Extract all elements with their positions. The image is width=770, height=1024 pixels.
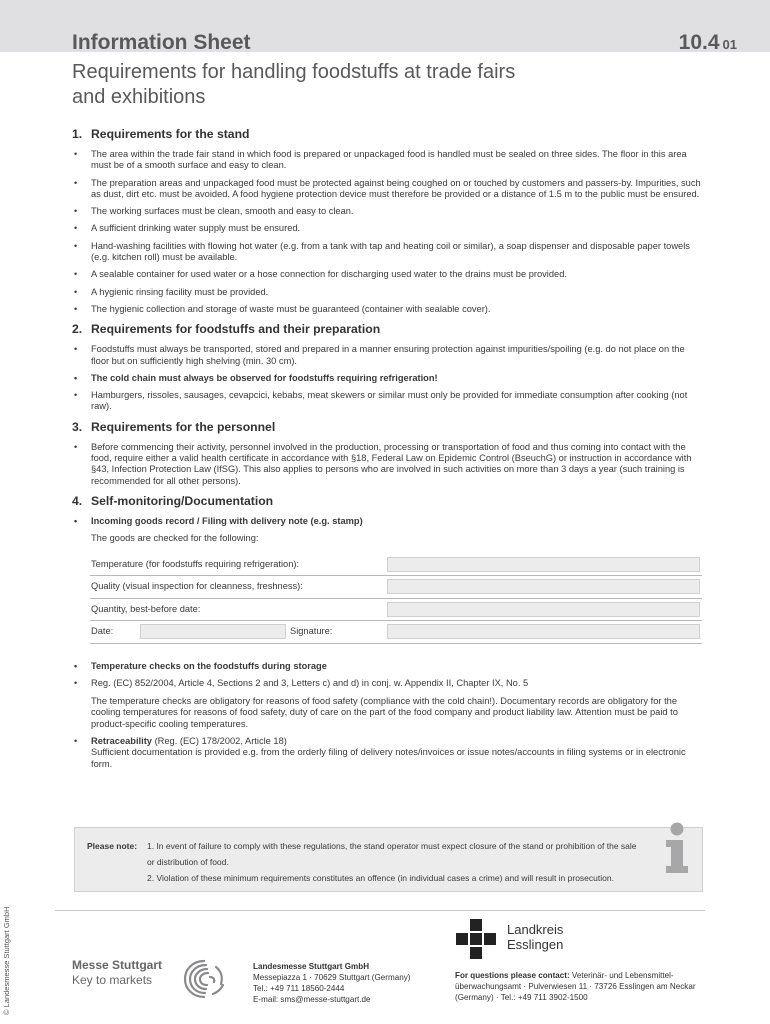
foodstuff-requirements-list: [72, 344, 702, 412]
regulation-text: The temperature checks are obligatory for reasons of food safety (compliance with the cold chain!). Documentary records are obligatory for the cooling temperatures for reasons of food safety, duty of care on the part of the food company and product liability law. Attention must be paid to product-specific cooling temperatures.: [91, 696, 678, 729]
landkreis-line1: Landkreis: [507, 922, 564, 937]
section-heading: [72, 494, 702, 509]
copyright-side-text: © Landesmesse Stuttgart GmbH: [2, 906, 11, 1015]
list-item: • The working surfaces must be clean, smooth and easy to clean.: [72, 206, 702, 217]
squares-logo-icon: [456, 919, 496, 959]
list-item-incoming-goods: • Incoming goods record / Filing with delivery note (e.g. stamp): [72, 516, 702, 527]
document-number-suffix: 01: [722, 37, 737, 52]
signature-field[interactable]: [387, 624, 700, 639]
address-street: Messepiazza 1 · 70629 Stuttgart (Germany): [253, 973, 411, 982]
section-foodstuffs: [72, 322, 702, 412]
document-number-main: 10.4: [678, 31, 720, 54]
list-item: • Foodstuffs must always be transported, stored and prepared in a manner ensuring protection against impurities/spoiling (e.g. do not place on the floor but on sufficiently high shelving (min. 30 cm).: [72, 344, 702, 367]
footer-divider: [55, 910, 705, 911]
section-self-monitoring: [72, 494, 702, 770]
section-stand: [72, 127, 702, 315]
landkreis-name: [507, 922, 563, 952]
main-content: [72, 127, 702, 777]
contact-line3: (Germany) · Tel.: +49 711 3902-1500: [455, 993, 588, 1002]
contact-label: For questions please contact:: [455, 971, 570, 980]
form-row-quantity: [90, 599, 702, 622]
form-row-date-signature: [90, 621, 702, 644]
address-tel: Tel.: +49 711 18560-2444: [253, 984, 345, 993]
form-row-quality: [90, 576, 702, 599]
list-item: • A hygienic rinsing facility must be provided.: [72, 287, 702, 298]
section-personnel: [72, 420, 702, 487]
list-item: • The hygienic collection and storage of waste must be guaranteed (container with sealable cover).: [72, 304, 702, 315]
list-item: • Hamburgers, rissoles, sausages, cevapcici, kebabs, meat skewers or similar must only be provided for immediate consumption after cooking (not raw).: [72, 390, 702, 413]
date-field[interactable]: [140, 624, 286, 639]
retraceability-ref: (Reg. (EC) 178/2002, Article 18): [151, 736, 287, 747]
list-item-regulation: [72, 678, 702, 730]
list-item: • Hand-washing facilities with flowing hot water (e.g. from a tank with tap and heating coil or similar), a soap dispenser and disposable paper towels (e.g. kitchen roll) must be available.: [72, 241, 702, 264]
section-title: Requirements for the stand: [91, 127, 250, 141]
section-number: 3.: [72, 419, 83, 434]
list-item-temperature-checks: • Temperature checks on the foodstuffs during storage: [72, 661, 702, 672]
form-row-temperature: [90, 554, 702, 577]
retraceability-text: Sufficient documentation is provided e.g. from the orderly filing of delivery notes/invoices or issue notes/accounts in filing systems or in electronic form.: [91, 747, 686, 769]
section-title: Requirements for foodstuffs and their preparation: [91, 322, 381, 337]
contact-line2: überwachungsamt · Pulverwiesen 11 · 73726 Esslingen am Neckar: [455, 982, 696, 991]
section-number: 2.: [72, 322, 83, 337]
personnel-requirements-list: [72, 442, 702, 487]
date-label: Date:: [91, 626, 114, 637]
section-title: Self-monitoring/Documentation: [91, 493, 274, 508]
quantity-label: Quantity, best-before date:: [91, 603, 201, 614]
note-item-1: 1. In event of failure to comply with these regulations, the stand operator must expect closure of the stand or prohibition of the sale or distribution of food.: [147, 841, 637, 867]
contact-line1-rest: Veterinär- und Lebensmittel-: [569, 971, 674, 980]
page-subtitle: Requirements for handling foodstuffs at trade fairs and exhibitions: [72, 61, 516, 108]
retraceability-title: Retraceability: [91, 736, 152, 747]
list-item: • A sufficient drinking water supply must be ensured.: [72, 223, 702, 234]
list-item: • The area within the trade fair stand in which food is prepared or unpackaged food is handled must be sealed on three sides. The floor in this area must be of a smooth surface and easy to clean.: [72, 149, 702, 172]
stand-requirements-list: [72, 149, 702, 315]
section-heading: [72, 322, 702, 337]
checked-intro: The goods are checked for the following:: [91, 533, 259, 544]
section-number: 4.: [72, 493, 83, 508]
note-box: [74, 827, 703, 892]
section-heading: [72, 420, 702, 435]
messe-name: Messe Stuttgart: [72, 958, 163, 972]
address-email[interactable]: E-mail: sms@messe-stuttgart.de: [253, 995, 371, 1004]
list-item: • The preparation areas and unpackaged food must be protected against being coughed on or touched by customers and passers-by. Impurities, such as dust, dirt etc. must be avoided. A food hygiene protection device must therefore be provided or a distance of 1.5 m to the public must be ensured.: [72, 178, 702, 201]
regulation-ref: Reg. (EC) 852/2004, Article 4, Sections 2 and 3, Letters c) and d) in conj. w. Appendix II, Chapter IX, No. 5: [91, 677, 529, 688]
quality-field[interactable]: [387, 579, 700, 594]
self-monitoring-list: [72, 516, 702, 527]
quality-label: Quality (visual inspection for cleanness, freshness):: [91, 581, 303, 592]
list-item-retraceability: [72, 736, 702, 770]
temperature-field[interactable]: [387, 557, 700, 572]
messe-claim: Key to markets: [72, 973, 153, 987]
info-icon: [658, 820, 696, 876]
list-item-cold-chain: • The cold chain must always be observed for foodstuffs requiring refrigeration!: [72, 373, 702, 384]
section-title: Requirements for the personnel: [91, 419, 276, 434]
signature-label: Signature:: [290, 626, 333, 637]
list-item: • A sealable container for used water or a hose connection for discharging used water to the drains must be provided.: [72, 269, 702, 280]
list-item: • Before commencing their activity, personnel involved in the production, processing or transportation of food and thus coming into contact with the food, require either a valid health certificate in accordance with §18, Federal Law on Epidemic Control (BseuchG) or instruction in accordance with §43, Infection Protection Law (IfSG). This also applies to persons who are involved in such activities on more than 3 days a year (such training is recommended for all other persons).: [72, 442, 702, 487]
section-heading: [72, 127, 702, 142]
storage-list: [72, 661, 702, 770]
contact-line1: [455, 970, 715, 981]
contact-info: [455, 970, 715, 1003]
document-number: [679, 31, 737, 55]
quantity-field[interactable]: [387, 602, 700, 617]
section-number: 1.: [72, 127, 83, 141]
note-label: Please note:: [87, 841, 138, 851]
landkreis-line2: Esslingen: [507, 937, 564, 952]
goods-check-form: [90, 554, 702, 644]
swirl-logo-icon: [180, 955, 228, 1003]
messe-address: [253, 961, 410, 1005]
address-company: Landesmesse Stuttgart GmbH: [253, 962, 370, 971]
page-title: Information Sheet: [72, 31, 251, 54]
temperature-label: Temperature (for foodstuffs requiring refrigeration):: [91, 558, 300, 569]
note-item-2: 2. Violation of these minimum requirements constitutes an offence (in individual cases a crime) and will result in prosecution.: [147, 873, 614, 883]
